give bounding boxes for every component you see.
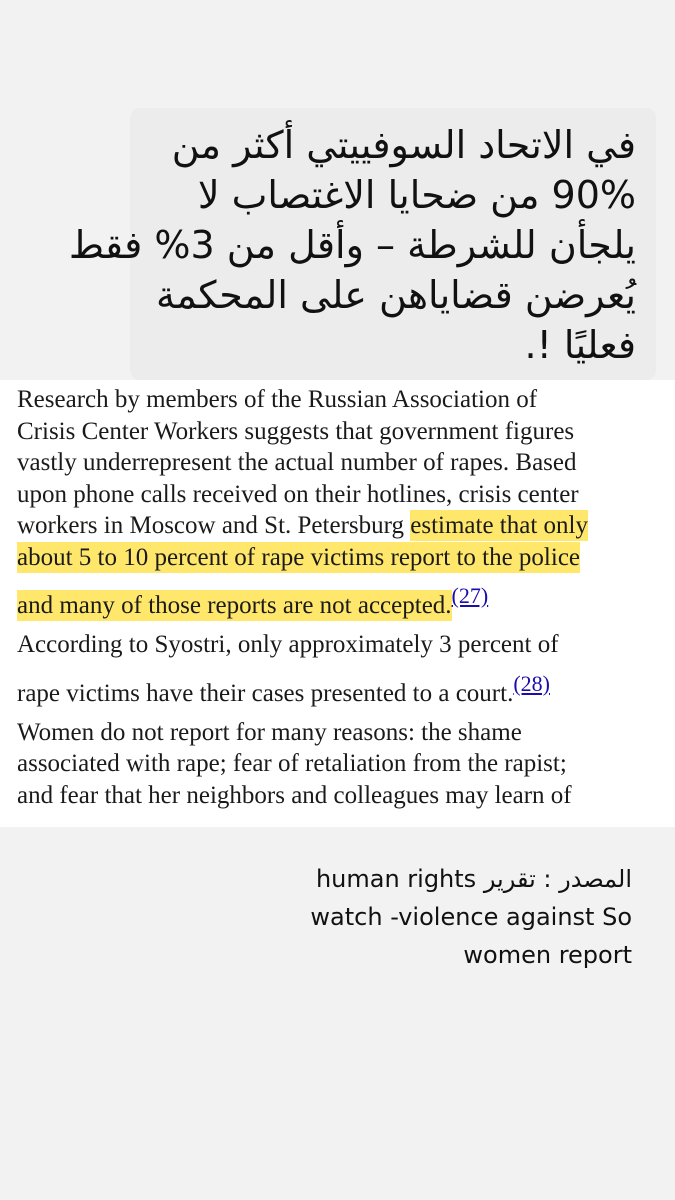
footnote-link-28[interactable]: (28) [513, 670, 550, 696]
source-caption-line: watch -violence against So [310, 903, 632, 931]
arabic-caption-line: في الاتحاد السوفييتي أكثر من [171, 123, 636, 167]
footnote-link-27[interactable]: (27) [451, 583, 489, 608]
highlighted-text: estimate that only [410, 512, 588, 539]
highlighted-text: and many of those reports are not accepted. [17, 592, 452, 619]
source-caption-line: المصدر : تقرير human rights [315, 865, 632, 893]
article-line: vastly underrepresent the actual number of rapes. Based [17, 449, 577, 476]
article-line: and fear that her neighbors and colleagues may learn of [17, 781, 572, 809]
article-line [17, 542, 667, 574]
arabic-caption-line: 90% من ضحايا الاغتصاب لا [197, 173, 636, 217]
article-line [17, 661, 667, 717]
arabic-caption-box [68, 108, 656, 380]
arabic-caption-line: يُعرضن قضاياهن على المحكمة [155, 273, 636, 317]
highlighted-text: about 5 to 10 percent of rape victims report to the police [17, 543, 581, 571]
article-excerpt [0, 380, 675, 827]
source-caption [300, 860, 632, 974]
article-line: associated with rape; fear of retaliation from the rapist; [17, 750, 567, 777]
article-line: Research by members of the Russian Association of [17, 386, 538, 413]
arabic-caption-line: يلجأن للشرطة – وأقل من 3% فقط [68, 223, 636, 267]
arabic-caption-line: فعليًا !. [524, 323, 636, 367]
article-line: Crisis Center Workers suggests that government figures [17, 417, 575, 445]
article-line: According to Syostri, only approximately 3 percent of [17, 631, 559, 658]
article-line [17, 510, 667, 542]
article-line: upon phone calls received on their hotlines, crisis center [17, 480, 579, 508]
article-line: Women do not report for many reasons: the shame [17, 718, 522, 746]
article-text: workers in Moscow and St. Petersburg [17, 512, 411, 539]
article-line [17, 573, 667, 629]
source-caption-line: women report [463, 941, 632, 969]
article-text: rape victims have their cases presented to a court. [17, 679, 514, 707]
